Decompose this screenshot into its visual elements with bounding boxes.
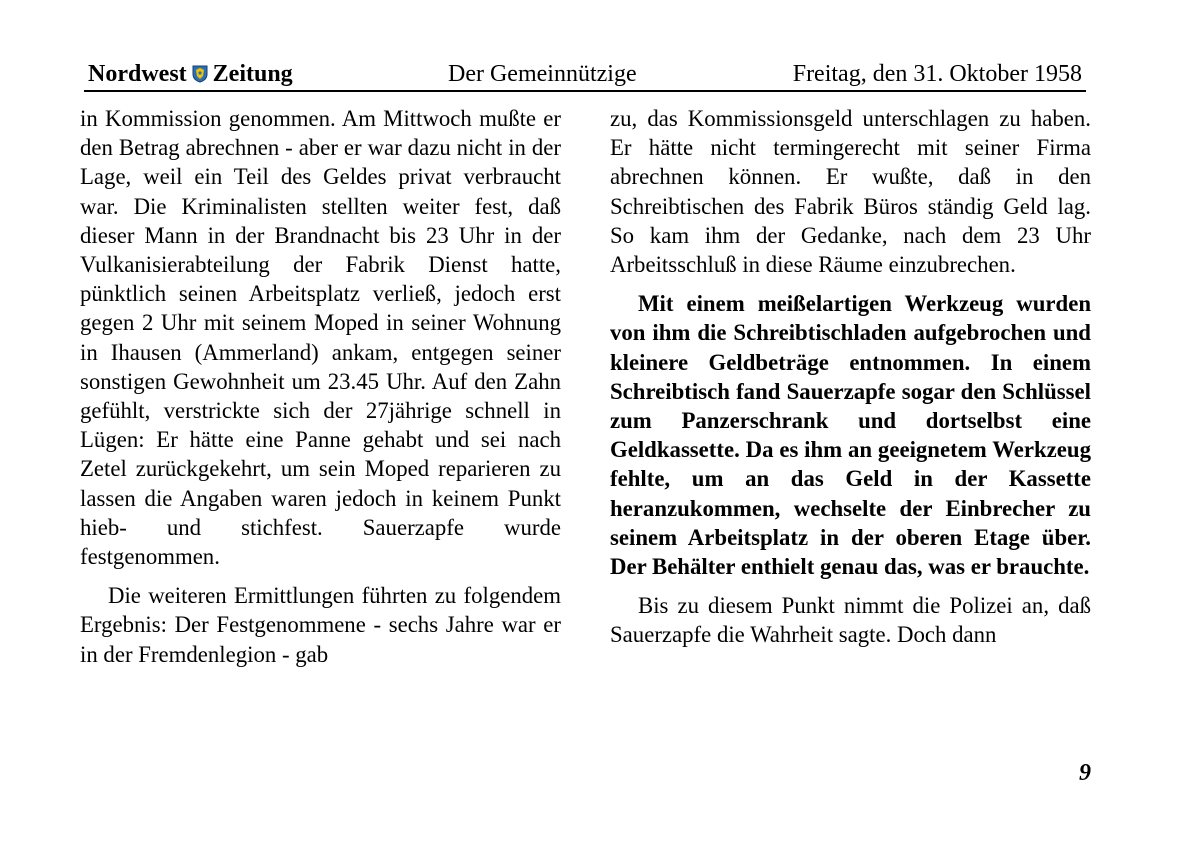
paragraph: Die weiteren Ermittlungen führten zu folgendem Ergebnis: Der Festgenommene - sechs Jahre war er in der Fremdenlegion - gab [80,583,561,667]
right-column [610,104,1091,650]
masthead [88,60,293,88]
bold-paragraph: Mit einem meißelartigen Werkzeug wurden von ihm die Schreibtischladen aufgebrochen und kleinere Geldbeträge entnommen. In einem Schreibtisch fand Sauerzapfe sogar den Schlüssel zum Panzerschrank und dortselbst eine Geldkassette. Da es ihm an geeignetem Werkzeug fehlte, um an das Geld in der Kassette heranzukommen, wechselte der Einbrecher zu seinem Arbeitsplatz in der oberen Etage über. Der Behälter enthielt genau das, was er brauchte. [610,291,1091,580]
paragraph: in Kommission genommen. Am Mittwoch mußte er den Betrag abrechnen - aber er war dazu nicht in der Lage, weil ein Teil des Geldes privat verbraucht war. Die Kriminalisten stellten weiter fest, daß dieser Mann in der Brandnacht bis 23 Uhr in der Vulkanisierabteilung der Fabrik Dienst hatte, pünktlich seinen Arbeitsplatz verließ, jedoch erst gegen 2 Uhr mit seinem Moped in seiner Wohnung in Ihausen (Ammerland) ankam, entgegen seiner sonstigen Gewohnheit um 23.45 Uhr. Auf den Zahn gefühlt, verstrickte sich der 27jährige schnell in Lügen: Er hätte eine Panne gehabt und sei nach Zetel zurückgekehrt, um sein Moped reparieren zu lassen die Angaben waren jedoch in keinem Punkt hieb- und stichfest. Sauerzapfe wurde festgenommen. [80,106,561,570]
section-title: Der Gemeinnützige [448,61,637,87]
paragraph: zu, das Kommissionsgeld unterschlagen zu haben. Er hätte nicht termingerecht mit seiner Firma abrechnen können. Er wußte, daß in den Schreibtischen des Fabrik Büros ständig Geld lag. So kam ihm der Gedanke, nach dem 23 Uhr Arbeitsschluß in diese Räume einzubrechen. [610,106,1091,278]
left-column [80,104,561,669]
masthead-right: Zeitung [212,61,293,87]
masthead-left: Nordwest [88,61,187,87]
coat-of-arms-icon [192,62,208,80]
page-number: 9 [1079,760,1091,786]
paragraph: Bis zu diesem Punkt nimmt die Polizei an, daß Sauerzapfe die Wahrheit sagte. Doch dann [610,593,1091,648]
page-header [84,58,1086,92]
issue-date: Freitag, den 31. Oktober 1958 [792,61,1082,87]
